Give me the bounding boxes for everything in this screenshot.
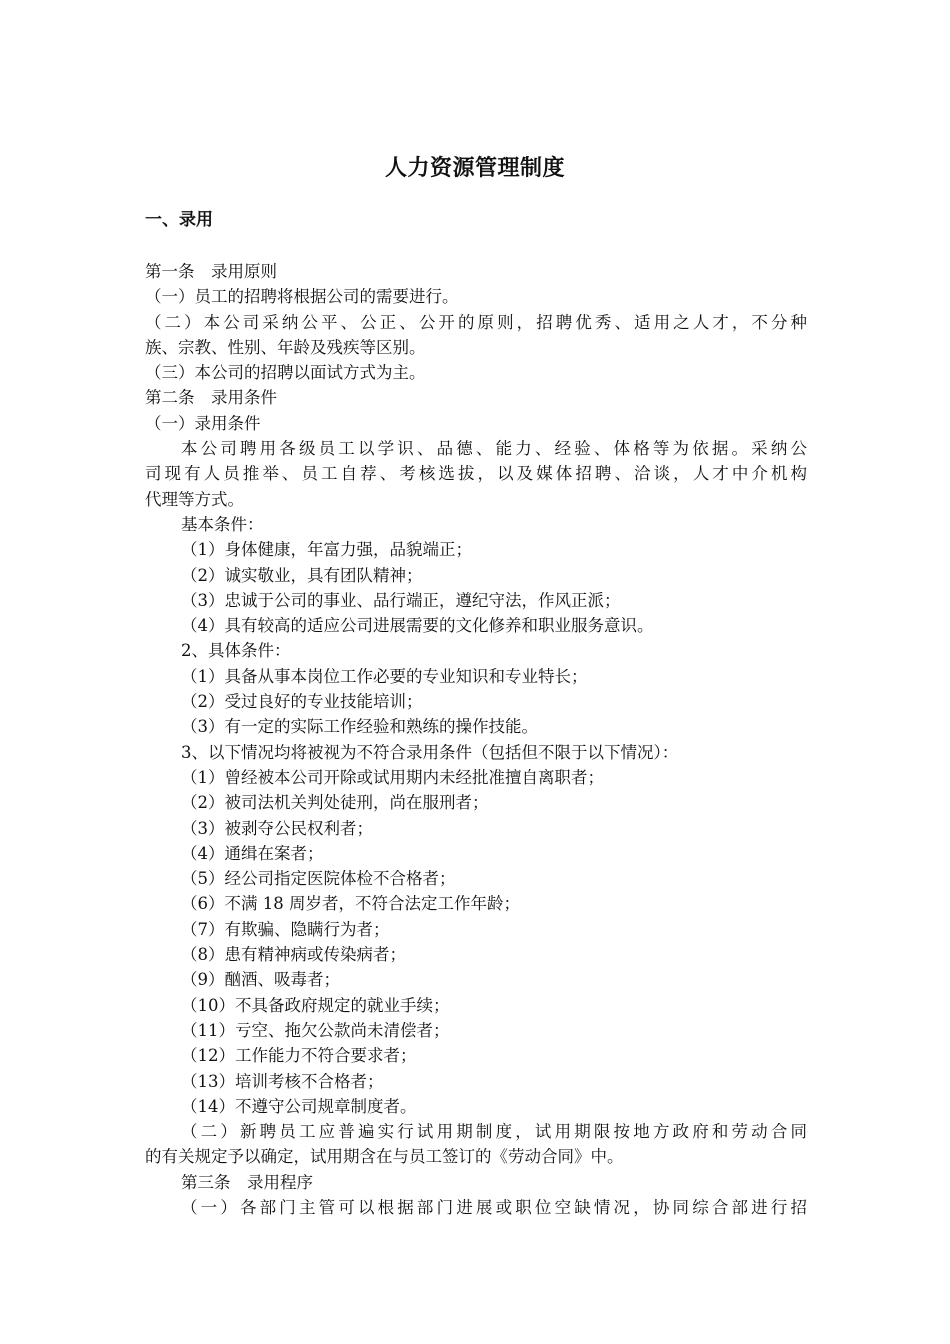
document-title: 人力资源管理制度 — [384, 156, 565, 181]
list-item: （5）经公司指定医院体检不合格者； — [181, 869, 456, 889]
list-item: （2）被司法机关判处徒刑，尚在服刑者； — [181, 793, 489, 813]
list-item: （12）工作能力不符合要求者； — [181, 1046, 417, 1066]
list-item: （10）不具备政府规定的就业手续； — [181, 995, 450, 1015]
list-item: （1）身体健康，年富力强，品貌端正； — [181, 540, 472, 560]
paragraph-line: 的有关规定予以确定，试用期含在与员工签订的《劳动合同》中。 — [145, 1147, 624, 1167]
paragraph-line: （三）本公司的招聘以面试方式为主。 — [145, 363, 426, 383]
list-item: （3）被剥夺公民权利者； — [181, 818, 373, 838]
paragraph-line: （一）各部门主管可以根据部门进展或职位空缺情况，协同综合部进行招 — [181, 1197, 807, 1217]
paragraph-line: 代理等方式。 — [145, 489, 244, 509]
list-item: （7）有欺骗、隐瞒行为者； — [181, 919, 390, 939]
subsection-heading: 基本条件： — [181, 514, 264, 534]
document-body — [145, 259, 807, 1220]
paragraph-line: 本公司聘用各级员工以学识、品德、能力、经验、体格等为依据。采纳公 — [181, 439, 807, 459]
list-item: （2）诚实敬业，具有团队精神； — [181, 565, 423, 585]
paragraph-line: （二）本公司采纳公平、公正、公开的原则，招聘优秀、适用之人才，不分种 — [145, 312, 807, 332]
paragraph-line: （一）录用条件 — [145, 413, 261, 433]
list-item: （8）患有精神病或传染病者； — [181, 945, 406, 965]
paragraph-line: （一）员工的招聘将根据公司的需要进行。 — [145, 287, 459, 307]
article-heading: 第三条 录用程序 — [181, 1172, 313, 1192]
list-item: （4）具有较高的适应公司进展需要的文化修养和职业服务意识。 — [181, 616, 654, 636]
section-heading: 一、录用 — [145, 210, 213, 230]
list-item: （13）培训考核不合格者； — [181, 1071, 384, 1091]
list-item: （6）不满 18 周岁者，不符合法定工作年龄； — [181, 894, 520, 914]
paragraph-line: （二）新聘员工应普遍实行试用期制度，试用期限按地方政府和劳动合同 — [181, 1122, 807, 1142]
subsection-heading: 3、以下情况均将被视为不符合录用条件（包括但不限于以下情况）： — [181, 742, 679, 762]
article-heading: 第二条 录用条件 — [145, 388, 277, 408]
list-item: （14）不遵守公司规章制度者。 — [181, 1096, 417, 1116]
list-item: （11）亏空、拖欠公款尚未清偿者； — [181, 1020, 450, 1040]
list-item: （1）具备从事本岗位工作必要的专业知识和专业特长； — [181, 666, 588, 686]
list-item: （3）有一定的实际工作经验和熟练的操作技能。 — [181, 717, 538, 737]
article-heading: 第一条 录用原则 — [145, 262, 277, 281]
list-item: （3）忠诚于公司的事业、品行端正，遵纪守法，作风正派； — [181, 590, 621, 610]
subsection-heading: 2、具体条件： — [181, 641, 291, 661]
list-item: （1）曾经被本公司开除或试用期内未经批准擅自离职者； — [181, 767, 604, 787]
paragraph-line: 族、宗教、性别、年龄及残疾等区别。 — [145, 337, 426, 357]
list-item: （9）酗酒、吸毒者； — [181, 970, 340, 990]
list-item: （4）通缉在案者； — [181, 843, 324, 863]
paragraph-line: 司现有人员推举、员工自荐、考核选拔，以及媒体招聘、洽谈，人才中介机构 — [145, 464, 807, 484]
list-item: （2）受过良好的专业技能培训； — [181, 692, 423, 712]
